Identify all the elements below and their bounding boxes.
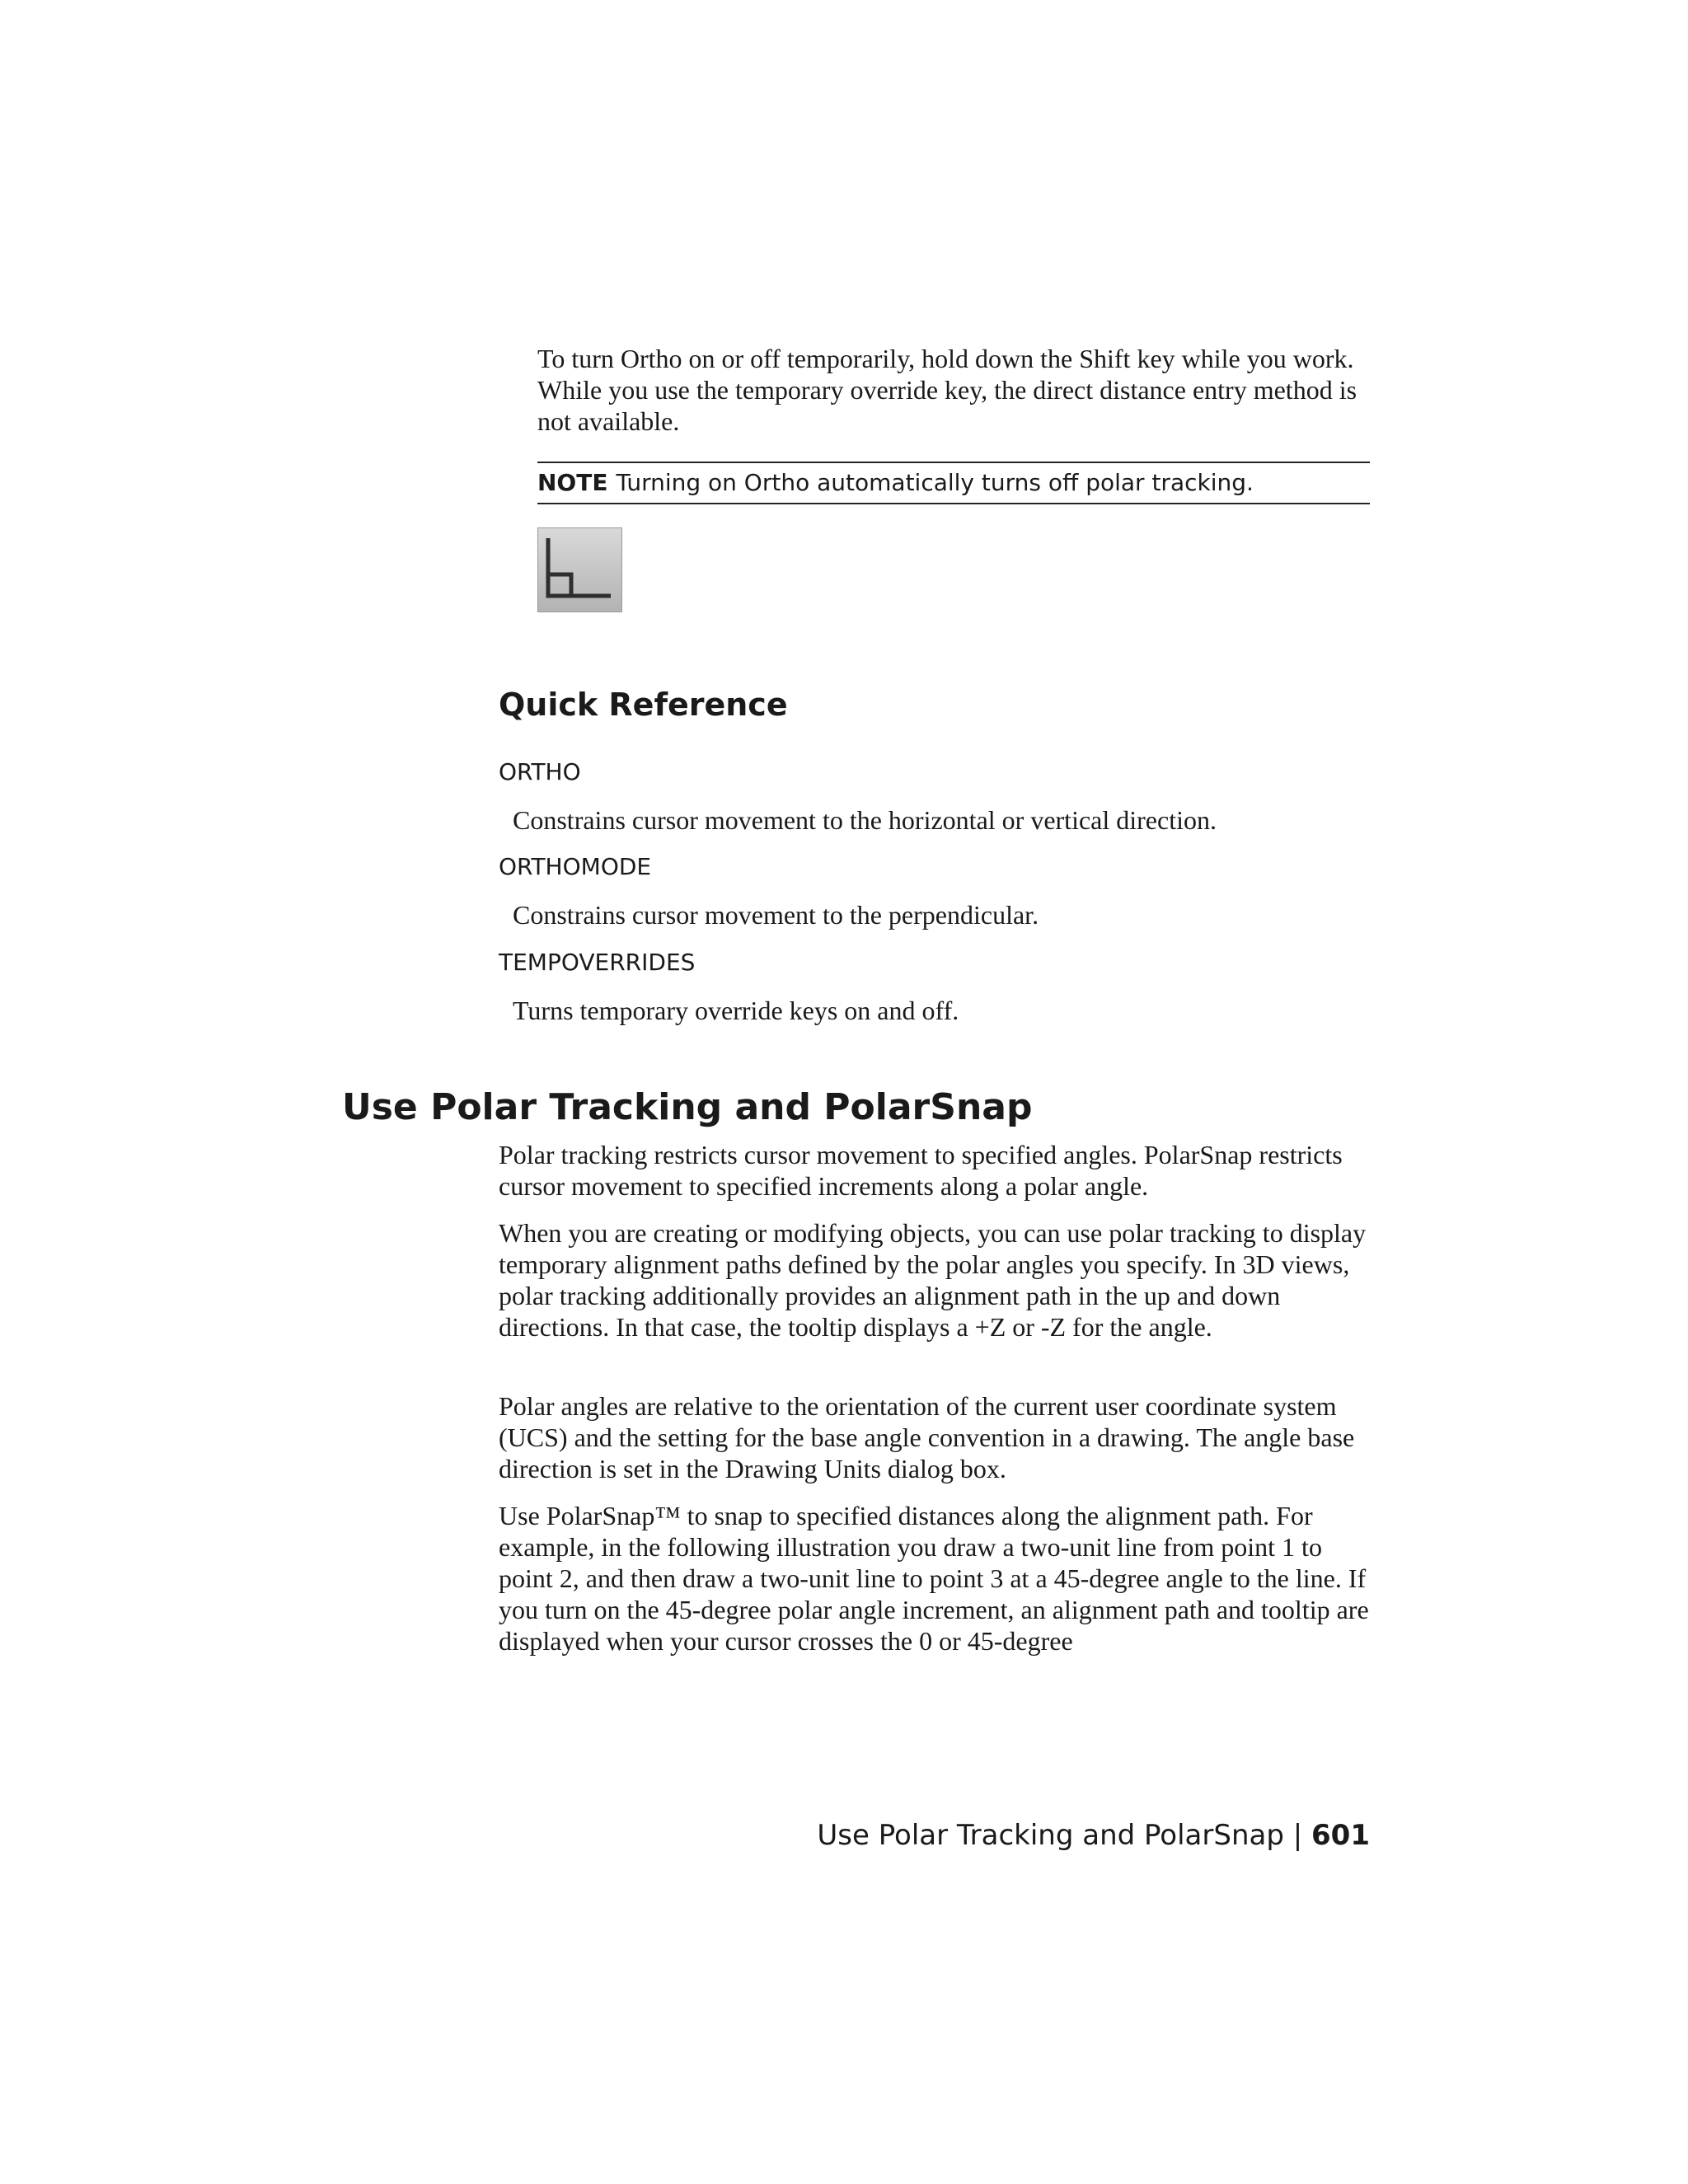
page-footer [817, 1818, 1370, 1853]
section-paragraph-1: Polar tracking restricts cursor movement to specified angles. PolarSnap restricts cursor movement to specified increments along a polar angle. [499, 1140, 1343, 1201]
intro-paragraph: To turn Ortho on or off temporarily, hold down the Shift key while you work. While you use the temporary override key, the direct distance entry method is not available. [537, 344, 1357, 436]
note-text: Turning on Ortho automatically turns off polar tracking. [616, 469, 1254, 496]
ortho-mode-button[interactable] [537, 527, 622, 612]
command-orthomode[interactable]: ORTHOMODE [499, 853, 652, 880]
footer-separator: | [1292, 1819, 1303, 1852]
section-heading: Use Polar Tracking and PolarSnap [342, 1086, 1033, 1128]
command-tempoverrides-description: Turns temporary override keys on and off. [513, 996, 959, 1025]
page-number: 601 [1311, 1819, 1370, 1852]
note-box [537, 462, 1370, 504]
command-ortho-description: Constrains cursor movement to the horizontal or vertical direction. [513, 805, 1217, 835]
section-paragraph-3: Polar angles are relative to the orientation of the current user coordinate system (UCS) and the setting for the base angle convention in a drawing. The angle base direction is set in the Drawing Units dialog box. [499, 1391, 1355, 1483]
quick-reference-heading: Quick Reference [499, 687, 788, 723]
note-label: NOTE [537, 469, 608, 496]
footer-title: Use Polar Tracking and PolarSnap [817, 1819, 1284, 1852]
command-orthomode-description: Constrains cursor movement to the perpendicular. [513, 900, 1039, 930]
section-paragraph-4: Use PolarSnap™ to snap to specified distances along the alignment path. For example, in the following illustration you draw a two-unit line from point 1 to point 2, and then draw a two-unit line to point 3 at a 45-degree angle to the line. If you turn on the 45-degree polar angle increment, an alignment path and tooltip are displayed when your cursor crosses the 0 or 45-degree [499, 1501, 1369, 1656]
command-ortho[interactable]: ORTHO [499, 758, 581, 785]
command-tempoverrides[interactable]: TEMPOVERRIDES [499, 949, 696, 976]
section-paragraph-2: When you are creating or modifying objects, you can use polar tracking to display temporary alignment paths defined by the polar angles you specify. In 3D views, polar tracking additionally provides an alignment path in the up and down directions. In that case, the tooltip displays a +Z or -Z for the angle. [499, 1218, 1367, 1342]
ortho-icon [538, 528, 621, 612]
